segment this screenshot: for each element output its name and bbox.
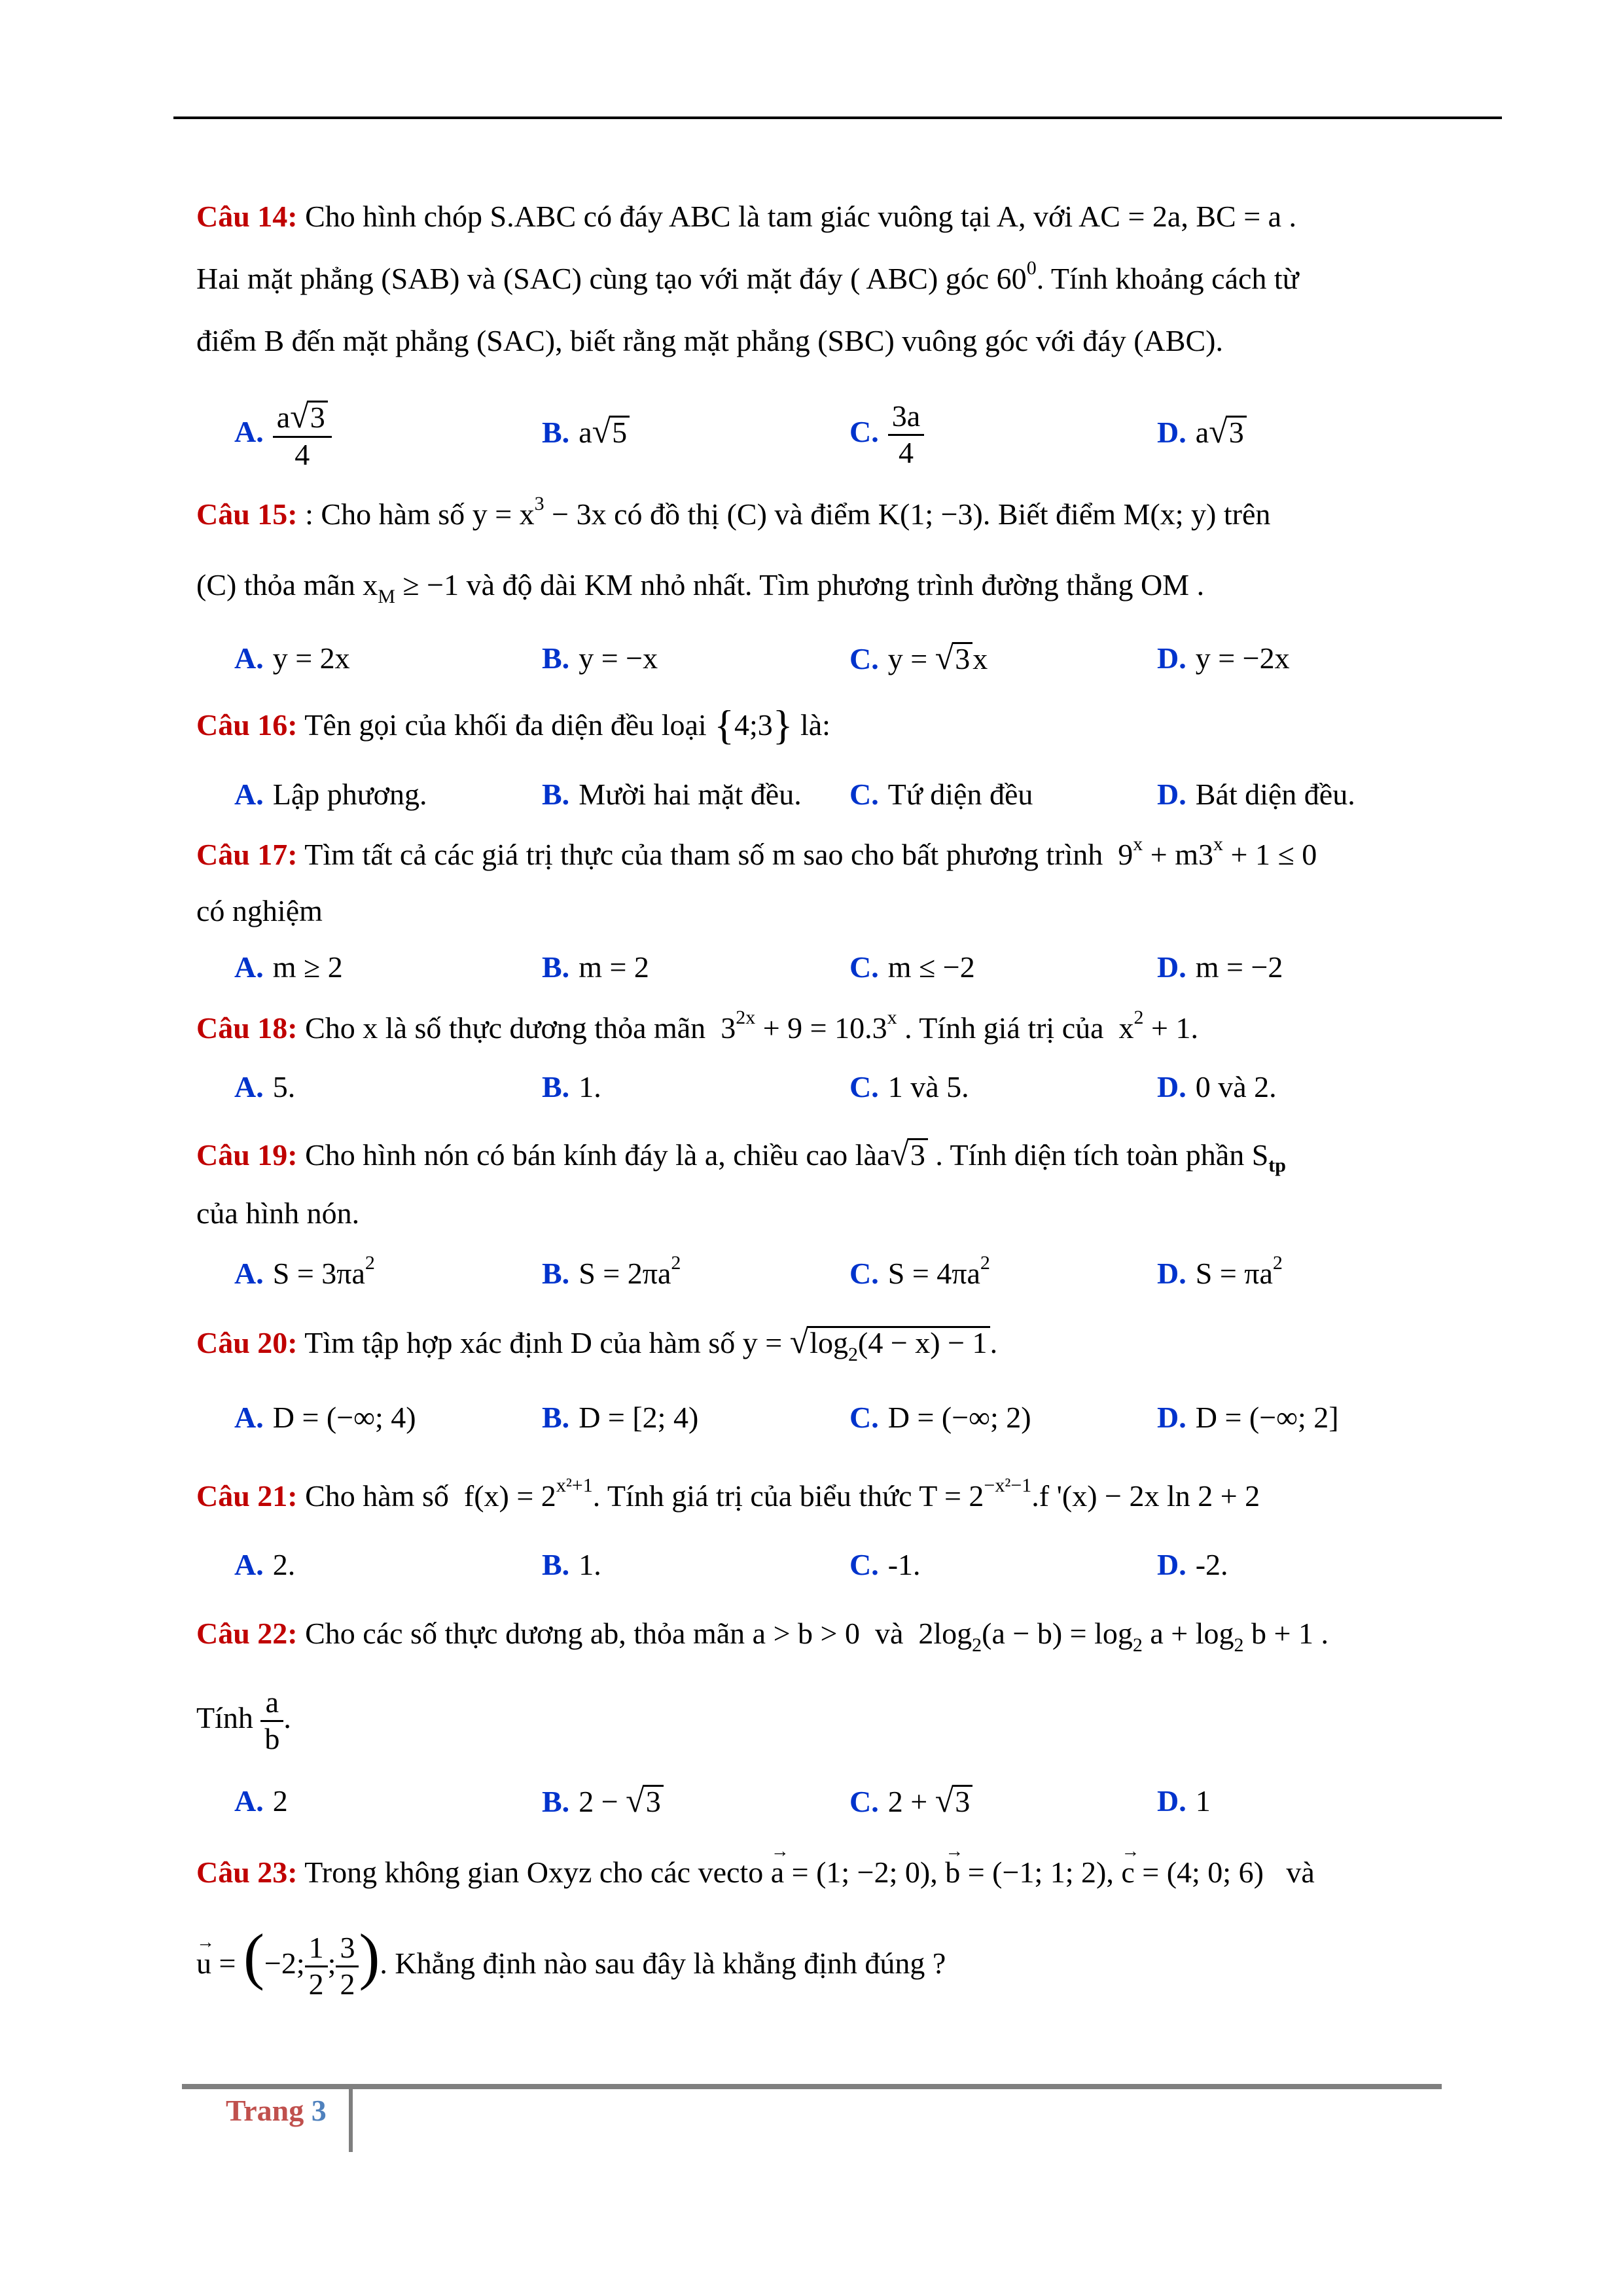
q20-text1b: .: [990, 1326, 998, 1359]
q16-option-d[interactable]: [1157, 764, 1355, 825]
q15-options: [234, 628, 1432, 689]
radicand: 5: [609, 416, 630, 448]
footer-rule: [182, 2084, 1442, 2089]
option-label: A.: [234, 1548, 264, 1581]
q15-number: Câu 15:: [196, 497, 298, 531]
option-label: D.: [1157, 950, 1186, 984]
q19-option-a[interactable]: [234, 1244, 375, 1304]
radicand: 3: [952, 1785, 972, 1817]
vector-a-value: = (1; −2; 0),: [791, 1856, 938, 1889]
frac-num: 3a: [888, 399, 924, 436]
option-label: A.: [234, 1257, 264, 1290]
option-label: B.: [542, 416, 570, 449]
q21-option-b[interactable]: [542, 1535, 601, 1595]
q14-text3: điểm B đến mặt phẳng (SAC), biết rằng mặt phẳng (SBC) vuông góc với đáy (ABC).: [196, 324, 1223, 357]
option-text: a: [579, 416, 592, 449]
q14-text2b: . Tính khoảng cách từ: [1036, 262, 1299, 295]
option-text: y = −2x: [1195, 641, 1290, 675]
q21-options: [234, 1535, 1432, 1595]
q22-options: [234, 1771, 1432, 1831]
option-sup: 2: [671, 1252, 681, 1274]
option-text: m = 2: [579, 950, 649, 984]
q17-sup: x: [1133, 833, 1143, 855]
option-text: S = 3πa: [272, 1257, 365, 1290]
q18-math: + 9 = 10.3: [762, 1011, 887, 1045]
q14-line3: [196, 311, 1433, 371]
q14-math1: AC = 2a, BC = a .: [1079, 200, 1297, 233]
option-text: 1.: [579, 1070, 601, 1103]
q14-option-a[interactable]: A. $\frac{a√3}{4}$: [234, 393, 332, 473]
vector-b: → b: [945, 1842, 960, 1903]
option-text: x: [972, 642, 988, 675]
option-label: C.: [849, 1401, 879, 1434]
q22-option-c[interactable]: C. 2 + √3: [849, 1771, 972, 1832]
option-text: 2 +: [887, 1785, 928, 1818]
page-footer: [226, 2093, 327, 2128]
q14-text1: Cho hình chóp S.ABC có đáy ABC là tam giác vuông tại A, với: [305, 200, 1073, 233]
q16-text1b: là:: [800, 708, 830, 742]
q22-text1a: Cho các số thực dương ab, thỏa mãn: [305, 1617, 745, 1650]
option-label: D.: [1157, 1401, 1186, 1434]
option-text: y =: [887, 642, 928, 675]
q20-option-a[interactable]: [234, 1388, 416, 1448]
frac-den: 2: [308, 1967, 324, 2001]
option-sup: 2: [365, 1252, 375, 1274]
q15-point-k: K(1; −3): [878, 497, 983, 531]
option-label: D.: [1157, 1784, 1186, 1818]
vector-u-sep: ;: [327, 1946, 336, 1980]
option-label: C.: [849, 1257, 879, 1290]
vector-u-x: −2;: [264, 1946, 305, 1980]
q15-line1: [196, 484, 1433, 545]
radicand: 3: [643, 1785, 664, 1817]
q20-log: log: [810, 1326, 849, 1359]
q22-option-d[interactable]: [1157, 1771, 1211, 1831]
q21-number: Câu 21:: [196, 1479, 298, 1513]
q17-sup: x: [1213, 833, 1224, 855]
q22-cond: a > b > 0: [752, 1617, 860, 1650]
q18-sup: x: [887, 1007, 897, 1028]
q23-line1: [196, 1842, 1433, 1903]
option-text: 2 −: [579, 1785, 618, 1818]
q18-math: + 1: [1151, 1011, 1191, 1045]
q18-line1: [196, 998, 1433, 1058]
option-text: m = −2: [1195, 950, 1283, 984]
q22-eq-sub: 2: [1132, 1634, 1143, 1656]
q22-line2: [196, 1676, 1433, 1761]
q15-text2b: và độ dài KM nhỏ nhất. Tìm phương trình đường thẳng OM .: [466, 568, 1205, 601]
q15-option-a[interactable]: [234, 628, 350, 689]
option-label: C.: [849, 415, 879, 448]
q15-point-m: M(x; y): [1123, 497, 1217, 531]
option-label: B.: [542, 1548, 570, 1581]
q15-text1b: có đồ thị (C) và điểm: [614, 497, 871, 531]
q23-text1b: và: [1286, 1856, 1315, 1889]
q22-line1: [196, 1604, 1433, 1664]
q21-option-c[interactable]: [849, 1535, 921, 1595]
option-label: A.: [234, 641, 264, 675]
option-text: y = −x: [579, 641, 658, 675]
option-text: m ≤ −2: [887, 950, 975, 984]
option-text: D = (−∞; 2): [887, 1401, 1031, 1434]
q18-option-d[interactable]: [1157, 1057, 1277, 1117]
frac-num: 3: [336, 1931, 359, 1967]
q17-line2: [196, 881, 1433, 941]
q15-xm: x: [363, 568, 378, 601]
q19-math: a: [876, 1138, 891, 1172]
option-label: D.: [1157, 778, 1186, 811]
q16-options: [234, 764, 1432, 825]
q14-options: [234, 393, 1432, 471]
frac-den: 4: [898, 435, 914, 469]
option-label: A.: [234, 778, 264, 811]
q21-fn: f(x) = 2: [463, 1479, 556, 1513]
q17-option-c[interactable]: [849, 937, 975, 997]
q20-fn-rest: (4 − x) − 1: [858, 1326, 988, 1359]
option-text: 1.: [579, 1548, 601, 1581]
q15-option-b[interactable]: [542, 628, 658, 689]
frac-num: a: [260, 1685, 283, 1722]
option-label: B.: [542, 950, 570, 984]
option-label: C.: [849, 1548, 879, 1581]
q14-text2a: Hai mặt phẳng (SAB) và (SAC) cùng tạo với mặt đáy ( ABC) góc 60: [196, 262, 1027, 295]
q15-line2: [196, 555, 1433, 615]
q21-expr: T = 2: [919, 1479, 984, 1513]
option-text: Lập phương.: [272, 778, 427, 811]
q21-option-d[interactable]: [1157, 1535, 1228, 1595]
q19-sub: tp: [1268, 1155, 1286, 1176]
q22-eq: 2log: [918, 1617, 972, 1650]
footer-label: Trang: [226, 2094, 304, 2127]
q15-option-d[interactable]: [1157, 628, 1290, 689]
option-text: D = (−∞; 2]: [1195, 1401, 1339, 1434]
q18-text1a: Cho x là số thực dương thỏa mãn: [305, 1011, 706, 1045]
option-text: Mười hai mặt đều.: [579, 778, 802, 811]
option-label: D.: [1157, 1548, 1186, 1581]
option-label: A.: [234, 1070, 264, 1103]
option-text: 1: [1195, 1784, 1211, 1818]
option-text: D = [2; 4): [579, 1401, 699, 1434]
q22-eq-sub: 2: [1234, 1634, 1244, 1656]
option-text: Bát diện đều.: [1195, 778, 1355, 811]
q21-fn-sup: x²+1: [556, 1475, 593, 1496]
q15-fn: y = x: [472, 497, 535, 531]
q16-option-c[interactable]: [849, 764, 1033, 825]
q22-text2b: .: [283, 1701, 291, 1734]
q22-option-a[interactable]: [234, 1771, 288, 1831]
option-text: S = 2πa: [579, 1257, 671, 1290]
option-label: A.: [234, 1784, 264, 1818]
q16-line1: Câu 16: Tên gọi của khối đa diện đều loại {4;3} là:: [196, 702, 830, 748]
radicand: 3: [1226, 416, 1247, 448]
q17-math: + 1 ≤ 0: [1230, 838, 1317, 871]
q16-set: 4;3: [734, 708, 773, 742]
q18-option-c[interactable]: [849, 1057, 969, 1117]
q17-option-b[interactable]: [542, 937, 649, 997]
q17-text2: có nghiệm: [196, 894, 323, 927]
q23-text2b: . Khẳng định nào sau đây là khẳng định đúng ?: [380, 1946, 946, 1980]
option-label: C.: [849, 1785, 879, 1818]
q20-option-c[interactable]: [849, 1388, 1031, 1448]
q20-option-b[interactable]: [542, 1388, 698, 1448]
q15-text1d: trên: [1223, 497, 1271, 531]
option-text: Tứ diện đều: [887, 778, 1033, 811]
q15-xm-sub: M: [378, 586, 395, 607]
q14-option-b[interactable]: B. a√5: [542, 393, 630, 472]
q16-number: Câu 16:: [196, 708, 298, 742]
q22-eq: b + 1 .: [1251, 1617, 1329, 1650]
option-label: B.: [542, 1070, 570, 1103]
q22-eq: (a − b) = log: [982, 1617, 1133, 1650]
option-label: D.: [1157, 1257, 1186, 1290]
q18-text1c: .: [1190, 1011, 1198, 1045]
q19-text2: của hình nón.: [196, 1196, 360, 1230]
q18-option-b[interactable]: [542, 1057, 601, 1117]
q19-text1b: . Tính diện tích toàn phần S: [935, 1138, 1269, 1172]
q15-fn-sup: 3: [534, 493, 544, 514]
q14-option-c[interactable]: [849, 393, 924, 471]
option-label: C.: [849, 642, 879, 675]
q19-option-b[interactable]: [542, 1244, 681, 1304]
q23-number: Câu 23:: [196, 1856, 298, 1889]
q22-text2a: Tính: [196, 1701, 253, 1734]
option-label: A.: [234, 1401, 264, 1434]
option-text: m ≥ 2: [272, 950, 343, 984]
frac-num-pre: a: [276, 400, 291, 434]
option-label: B.: [542, 1785, 570, 1818]
vector-c: → c: [1121, 1842, 1134, 1903]
q17-option-a[interactable]: [234, 937, 343, 997]
q14-line1: [196, 187, 1433, 247]
option-sup: 2: [1272, 1252, 1283, 1274]
q21-line1: [196, 1466, 1433, 1526]
q20-option-d[interactable]: [1157, 1388, 1339, 1448]
q17-math: + m3: [1150, 838, 1214, 871]
option-text: y = 2x: [272, 641, 350, 675]
q21-text1a: Cho hàm số: [305, 1479, 449, 1513]
frac-num: 1: [305, 1931, 328, 1967]
q23-line2: → u = (−2; $\frac{1}{2}$ ; $\frac{3}{2}$ ). Khẳng định nào sau đây là khẳng định đúng ?: [196, 1918, 1433, 2009]
q16-option-a[interactable]: [234, 764, 427, 825]
q17-math: 9: [1118, 838, 1133, 871]
q15-text1a: : Cho hàm số: [305, 497, 465, 531]
option-label: C.: [849, 778, 879, 811]
vector-a: → a: [771, 1842, 784, 1903]
q20-log-base: 2: [848, 1344, 859, 1365]
q15-text1c: . Biết điểm: [982, 497, 1116, 531]
q18-sup: 2: [1133, 1007, 1144, 1028]
q22-eq-sub: 2: [972, 1634, 982, 1656]
q17-options: [234, 937, 1432, 997]
option-label: C.: [849, 1070, 879, 1103]
q19-line2: [196, 1183, 1433, 1244]
option-text: a: [1195, 416, 1209, 449]
option-label: D.: [1157, 641, 1186, 675]
q19-line1: Câu 19: Cho hình nón có bán kính đáy là a, chiều cao làa√3 . Tính diện tích toàn phần $S_{tp}$: [196, 1136, 1286, 1176]
option-text: 2.: [272, 1548, 296, 1581]
q23-text1: Trong không gian Oxyz cho các vecto: [304, 1856, 764, 1889]
q18-options: [234, 1057, 1432, 1117]
option-label: B.: [542, 641, 570, 675]
q16-option-b[interactable]: [542, 764, 802, 825]
vector-u-eq: =: [219, 1946, 236, 1980]
q14-degree: 0: [1026, 257, 1037, 279]
q18-number: Câu 18:: [196, 1011, 298, 1045]
vector-c-value: = (4; 0; 6): [1142, 1856, 1264, 1889]
q22-text1b: và: [874, 1617, 904, 1650]
radicand: 3: [308, 401, 328, 433]
q18-text1b: . Tính giá trị của: [904, 1011, 1104, 1045]
q18-math: 3: [721, 1011, 736, 1045]
option-label: A.: [234, 950, 264, 984]
q21-text1b: . Tính giá trị của biểu thức: [592, 1479, 912, 1513]
radicand: 3: [952, 642, 972, 674]
option-sup: 2: [980, 1252, 990, 1274]
frac-den: b: [264, 1721, 280, 1755]
q20-line1: Câu 20: Tìm tập hợp xác định D của hàm số $y = √\log_2(4 - x) - 1$.: [196, 1323, 998, 1365]
q15-text2a: (C) thỏa mãn: [196, 568, 355, 601]
option-label: B.: [542, 1401, 570, 1434]
option-text: 5.: [272, 1070, 296, 1103]
option-label: D.: [1157, 416, 1186, 449]
option-label: C.: [849, 950, 879, 984]
q19-text1a: Cho hình nón có bán kính đáy là a, chiều cao là: [305, 1138, 877, 1172]
q19-number: Câu 19:: [196, 1138, 298, 1172]
q14-option-d[interactable]: D. a√3: [1157, 393, 1247, 472]
option-text: 2: [272, 1784, 288, 1818]
q22-option-b[interactable]: B. 2 − √3: [542, 1771, 664, 1832]
q17-text1: Tìm tất cả các giá trị thực của tham số m sao cho bất phương trình: [304, 838, 1103, 871]
radicand: 3: [908, 1138, 928, 1170]
option-text: 1 và 5.: [887, 1070, 969, 1103]
option-text: S = 4πa: [887, 1257, 980, 1290]
footer-divider: [349, 2089, 353, 2152]
q15-cond: ≥ −1: [402, 568, 459, 601]
q20-options: [234, 1388, 1432, 1448]
option-label: D.: [1157, 1070, 1186, 1103]
option-text: S = πa: [1195, 1257, 1273, 1290]
q22-eq: a + log: [1150, 1617, 1234, 1650]
q14-number: Câu 14:: [196, 200, 298, 233]
option-label: B.: [542, 1257, 570, 1290]
q19-option-d[interactable]: [1157, 1244, 1283, 1304]
q15-option-c[interactable]: C. y = √3x: [849, 639, 988, 677]
frac-den: 4: [294, 438, 310, 472]
vector-b-value: = (−1; 1; 2),: [967, 1856, 1114, 1889]
header-rule: [173, 117, 1502, 119]
page-number: 3: [311, 2094, 327, 2127]
q21-option-a[interactable]: [234, 1535, 295, 1595]
option-text: D = (−∞; 4): [272, 1401, 416, 1434]
q15-fn2: − 3x: [552, 497, 607, 531]
q21-expr2: .f '(x) − 2x ln 2 + 2: [1031, 1479, 1260, 1513]
q20-text1a: Tìm tập hợp xác định D của hàm số: [304, 1326, 736, 1359]
q14-line2: [196, 249, 1433, 309]
q18-option-a[interactable]: [234, 1057, 295, 1117]
q17-line1: [196, 825, 1433, 885]
option-text: -2.: [1195, 1548, 1228, 1581]
option-text: -1.: [887, 1548, 921, 1581]
option-label: A.: [234, 415, 264, 448]
vector-u: → u: [196, 1918, 211, 2009]
q17-number: Câu 17:: [196, 838, 298, 871]
option-text: 0 và 2.: [1195, 1070, 1277, 1103]
option-label: B.: [542, 778, 570, 811]
q21-expr-sup: −x²−1: [984, 1475, 1032, 1496]
q16-text1a: Tên gọi của khối đa diện đều loại: [304, 708, 707, 742]
q18-math: x: [1118, 1011, 1134, 1045]
q20-number: Câu 20:: [196, 1326, 298, 1359]
frac-den: 2: [340, 1967, 355, 2001]
q18-sup: 2x: [736, 1007, 756, 1028]
q19-options: [234, 1244, 1432, 1304]
q22-number: Câu 22:: [196, 1617, 298, 1650]
q19-option-c[interactable]: [849, 1244, 990, 1304]
q17-option-d[interactable]: [1157, 937, 1283, 997]
q20-fn: y =: [742, 1326, 783, 1359]
